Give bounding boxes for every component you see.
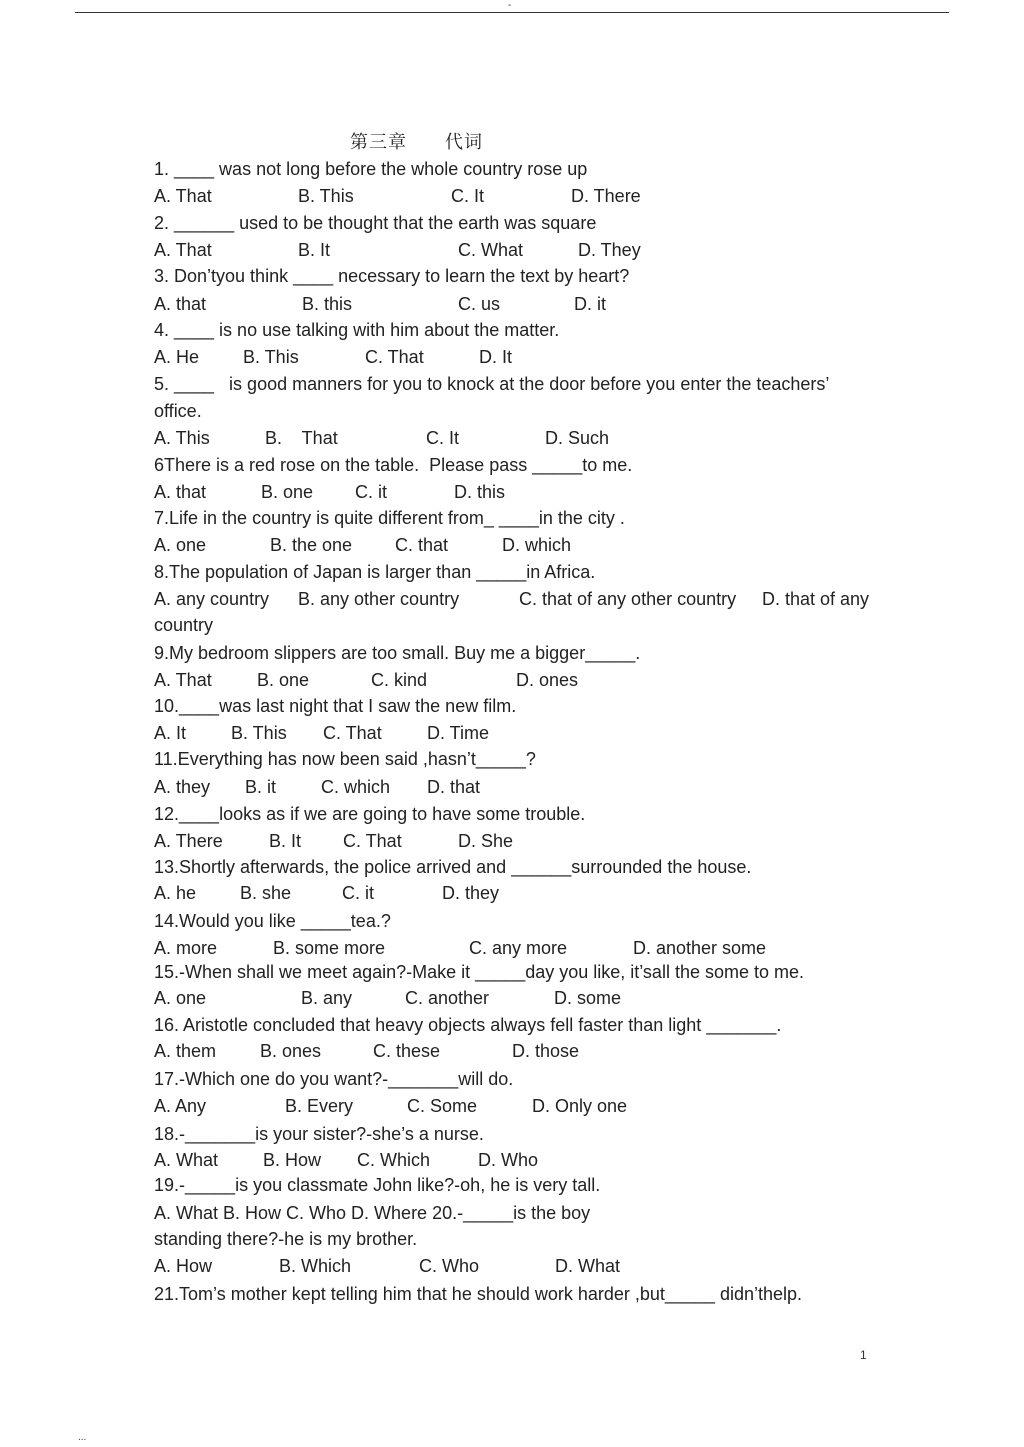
answer-option: C. us — [458, 294, 501, 314]
answer-option: D. She — [458, 831, 514, 851]
answer-option: A. It — [154, 723, 187, 743]
answer-option: A. That — [154, 670, 212, 690]
answer-option: D. some — [554, 988, 622, 1008]
answer-option: C. That — [343, 831, 402, 851]
answer-option: D. Who — [478, 1150, 539, 1170]
answer-option: A. How — [154, 1256, 213, 1276]
answer-option: B. This — [231, 723, 287, 743]
answer-option: C. Who — [419, 1256, 480, 1276]
answer-option: C. that — [395, 535, 449, 555]
question-line: country — [154, 615, 214, 635]
answer-option: D. Time — [427, 723, 490, 743]
answer-option: D. it — [574, 294, 607, 314]
answer-option: D. that of any — [762, 589, 870, 609]
answer-option: B. That — [265, 428, 338, 448]
answer-option: D. It — [479, 347, 513, 367]
question-line: 1. ____ was not long before the whole country rose up — [154, 159, 588, 179]
answer-option: D. they — [442, 883, 500, 903]
answer-option: D. those — [512, 1041, 580, 1061]
question-line: 17.-Which one do you want?-_______will do. — [154, 1069, 514, 1089]
question-line: 12.____looks as if we are going to have some trouble. — [154, 804, 586, 824]
answer-option: B. one — [257, 670, 310, 690]
header-dot: - — [508, 0, 512, 11]
answer-option: B. it — [245, 777, 277, 797]
answer-option: B. any other country — [298, 589, 460, 609]
answer-option: A. He — [154, 347, 200, 367]
answer-option: D. that — [427, 777, 481, 797]
answer-option: A. one — [154, 988, 207, 1008]
question-line: 13.Shortly afterwards, the police arrived and ______surrounded the house. — [154, 857, 752, 877]
question-line: 5. ____ is good manners for you to knock at the door before you enter the teachers’ — [154, 374, 830, 394]
answer-option: B. this — [302, 294, 353, 314]
answer-option: D. another some — [633, 938, 767, 958]
question-line: 4. ____ is no use talking with him about the matter. — [154, 320, 560, 340]
answer-option: C. kind — [371, 670, 428, 690]
question-line: 21.Tom’s mother kept telling him that he should work harder ,but_____ didn’thelp. — [154, 1284, 803, 1304]
answer-option: A. one — [154, 535, 207, 555]
answer-option: A. What — [154, 1150, 219, 1170]
answer-option: D. this — [454, 482, 506, 502]
answer-option: C. these — [373, 1041, 441, 1061]
answer-option: A. that — [154, 482, 207, 502]
answer-option: B. ones — [260, 1041, 322, 1061]
question-line: 10.____was last night that I saw the new film. — [154, 696, 517, 716]
question-line: 11.Everything has now been said ,hasn’t_____? — [154, 749, 536, 769]
answer-option: A. This — [154, 428, 210, 448]
answer-option: B. Which — [279, 1256, 352, 1276]
question-line: standing there?-he is my brother. — [154, 1229, 418, 1249]
question-line: 14.Would you like _____tea.? — [154, 911, 391, 931]
answer-option: A. them — [154, 1041, 217, 1061]
answer-option: B. she — [240, 883, 292, 903]
answer-option: C. It — [426, 428, 460, 448]
answer-option: B. the one — [270, 535, 353, 555]
answer-option: C. another — [405, 988, 490, 1008]
answer-option: B. some more — [273, 938, 386, 958]
answer-option: C. any more — [469, 938, 568, 958]
answer-option: B. This — [298, 186, 354, 206]
answer-option: A. they — [154, 777, 211, 797]
answer-option: A. There — [154, 831, 223, 851]
answer-option: C. That — [323, 723, 382, 743]
answer-option: D. which — [502, 535, 572, 555]
question-line: 19.-_____is you classmate John like?-oh, he is very tall. — [154, 1175, 601, 1195]
answer-option: A. more — [154, 938, 218, 958]
answer-option: C. it — [355, 482, 388, 502]
answer-option: A. That — [154, 186, 212, 206]
answer-option: A. Any — [154, 1096, 207, 1116]
answer-option: C. Some — [407, 1096, 478, 1116]
footer-mark: ... — [78, 1432, 87, 1443]
question-line: 7.Life in the country is quite different from_ ____in the city . — [154, 508, 625, 528]
question-line: A. What B. How C. Who D. Where 20.-_____is the boy — [154, 1203, 591, 1223]
answer-option: D. There — [571, 186, 641, 206]
question-line: 6There is a red rose on the table. Please pass _____to me. — [154, 455, 633, 475]
answer-option: B. How — [263, 1150, 322, 1170]
question-line: 9.My bedroom slippers are too small. Buy me a bigger_____. — [154, 643, 641, 663]
question-line: office. — [154, 401, 202, 421]
answer-option: A. any country — [154, 589, 270, 609]
answer-option: D. What — [555, 1256, 621, 1276]
question-line: 16. Aristotle concluded that heavy objects always fell faster than light _______. — [154, 1015, 782, 1035]
question-line: 3. Don’tyou think ____ necessary to learn the text by heart? — [154, 266, 630, 286]
answer-option: D. Only one — [532, 1096, 628, 1116]
answer-option: C. that of any other country — [519, 589, 737, 609]
question-line: 8.The population of Japan is larger than _____in Africa. — [154, 562, 596, 582]
answer-option: C. which — [321, 777, 391, 797]
answer-option: A. that — [154, 294, 207, 314]
chapter-title: 第三章 代词 — [350, 132, 483, 153]
answer-option: C. That — [365, 347, 424, 367]
question-line: 15.-When shall we meet again?-Make it _____day you like, it’sall the some to me. — [154, 962, 805, 982]
header-rule — [75, 12, 949, 13]
answer-option: B. It — [269, 831, 302, 851]
page-number: 1 — [860, 1348, 867, 1362]
answer-option: D. They — [578, 240, 641, 260]
answer-option: B. one — [261, 482, 314, 502]
answer-option: A. That — [154, 240, 212, 260]
answer-option: B. This — [243, 347, 299, 367]
answer-option: A. he — [154, 883, 197, 903]
answer-option: C. It — [451, 186, 485, 206]
answer-option: B. any — [301, 988, 353, 1008]
answer-option: D. ones — [516, 670, 579, 690]
answer-option: B. Every — [285, 1096, 354, 1116]
answer-option: D. Such — [545, 428, 610, 448]
answer-option: C. What — [458, 240, 524, 260]
answer-option: B. It — [298, 240, 331, 260]
question-line: 2. ______ used to be thought that the earth was square — [154, 213, 597, 233]
question-line: 18.-_______is your sister?-she’s a nurse. — [154, 1124, 484, 1144]
answer-option: C. it — [342, 883, 375, 903]
answer-option: C. Which — [357, 1150, 431, 1170]
